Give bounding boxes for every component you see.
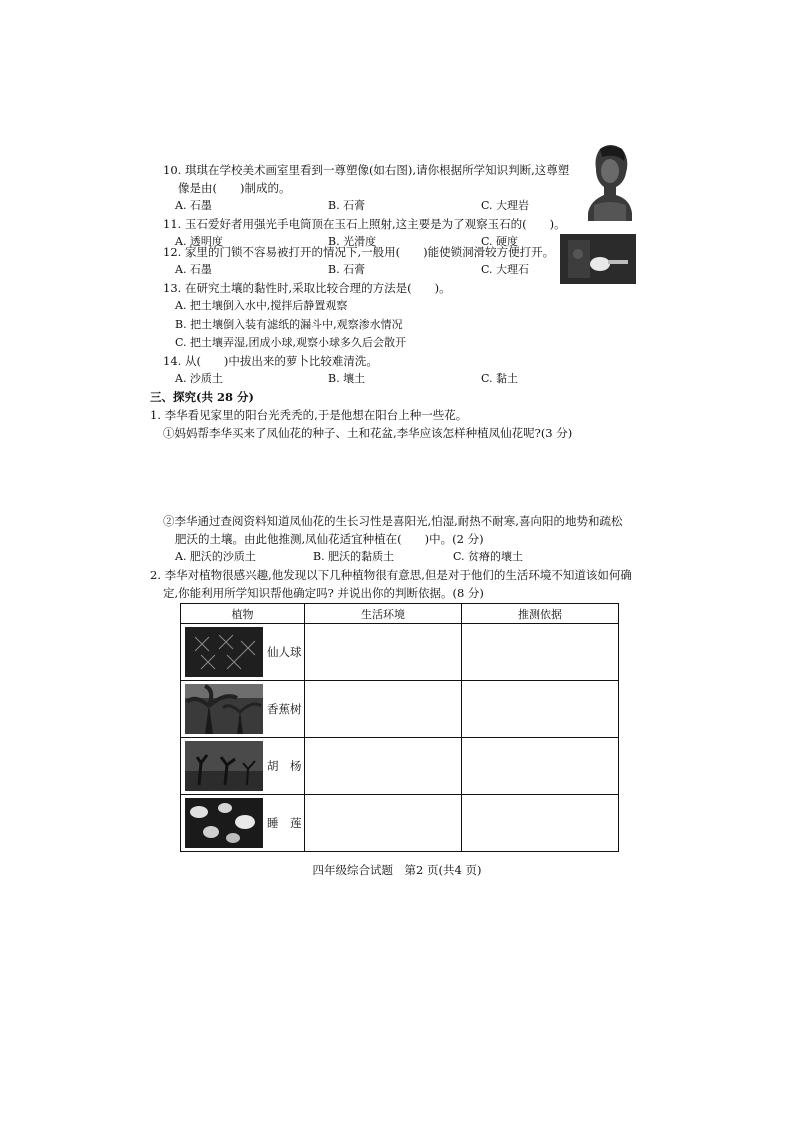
plant-name-waterlily: 睡 莲 [267,816,302,830]
environment-cell-cactus[interactable] [305,624,462,681]
lock-image [560,234,636,284]
populus-image [185,741,263,791]
table-row [181,681,619,738]
environment-cell-waterlily[interactable] [305,795,462,852]
q14-option-b: B. 壤土 [328,372,366,385]
q14-option-c: C. 黏土 [481,372,519,385]
q11-stem: 11. 玉石爱好者用强光手电筒顶在玉石上照射,这主要是为了观察玉石的( )。 [163,217,566,231]
q13-option-c: C. 把土壤弄湿,团成小球,观察小球多久后会散开 [175,336,407,349]
q11-option-a: A. 透明度 [175,235,223,248]
plant-cell-waterlily [181,795,305,852]
plant-name-populus: 胡 杨 [267,759,302,773]
section3-p1-option-b: B. 肥沃的黏质土 [313,550,395,563]
page-footer: 四年级综合试题 第2 页(共4 页) [312,863,482,877]
header-basis: 推测依据 [462,604,619,624]
section3-title: 三、探究(共 28 分) [150,390,254,404]
header-environment: 生活环境 [305,604,462,624]
header-plant: 植物 [181,604,305,624]
q10-option-b: B. 石膏 [328,199,366,212]
q13-stem: 13. 在研究土壤的黏性时,采取比较合理的方法是( )。 [163,281,451,295]
section3-p2-line2: 定,你能利用所学知识帮他确定吗? 并说出你的判断依据。(8 分) [163,586,484,600]
table-row [181,624,619,681]
q13-option-b: B. 把土壤倒入装有滤纸的漏斗中,观察渗水情况 [175,318,403,331]
plant-cell-populus [181,738,305,795]
section3-p1-option-a: A. 肥沃的沙质土 [175,550,256,563]
q14-stem: 14. 从( )中拔出来的萝卜比较难清洗。 [163,354,378,368]
q11-option-c: C. 硬度 [481,235,519,248]
banana-tree-image [185,684,263,734]
basis-cell-banana[interactable] [462,681,619,738]
plant-cell-cactus [181,624,305,681]
table-row [181,738,619,795]
section3-p1-sub2-line1: ②李华通过查阅资料知道凤仙花的生长习性是喜阳光,怕湿,耐热不耐寒,喜向阳的地势和疏松 [163,514,623,528]
section3-p1-sub2-line2: 肥沃的土壤。由此他推测,凤仙花适宜种植在( )中。(2 分) [175,532,484,546]
q10-stem-line1: 10. 琪琪在学校美术画室里看到一尊塑像(如右图),请你根据所学知识判断,这尊塑 [163,163,570,177]
q13-option-a: A. 把土壤倒入水中,搅拌后静置观察 [175,299,348,312]
plant-name-banana: 香蕉树 [267,702,302,716]
plant-name-cactus: 仙人球 [267,645,302,659]
section3-p1-line1: 1. 李华看见家里的阳台光秃秃的,于是他想在阳台上种一些花。 [150,408,468,422]
environment-cell-banana[interactable] [305,681,462,738]
q12-option-c: C. 大理石 [481,263,530,276]
cactus-image [185,627,263,677]
q10-stem-line2: 像是由( )制成的。 [178,181,291,195]
q12-stem: 12. 家里的门锁不容易被打开的情况下,一般用( )能使锁洞滑较方便打开。 [163,245,555,259]
q11-option-b: B. 光滑度 [328,235,377,248]
q10-option-a: A. 石墨 [175,199,212,212]
section3-p1-option-c: C. 贫瘠的壤土 [453,550,524,563]
basis-cell-cactus[interactable] [462,624,619,681]
basis-cell-waterlily[interactable] [462,795,619,852]
table-row [181,795,619,852]
basis-cell-populus[interactable] [462,738,619,795]
statue-image [586,143,634,221]
q14-option-a: A. 沙质土 [175,372,223,385]
q12-option-a: A. 石墨 [175,263,212,276]
table-header-row [181,604,619,624]
q12-option-b: B. 石膏 [328,263,366,276]
environment-cell-populus[interactable] [305,738,462,795]
plant-cell-banana [181,681,305,738]
waterlily-image [185,798,263,848]
section3-p1-sub1: ①妈妈帮李华买来了凤仙花的种子、土和花盆,李华应该怎样种植凤仙花呢?(3 分) [163,426,573,440]
q10-option-c: C. 大理岩 [481,199,530,212]
plant-table [180,603,619,852]
section3-p2-line1: 2. 李华对植物很感兴趣,他发现以下几种植物很有意思,但是对于他们的生活环境不知道该如何确 [150,568,632,582]
